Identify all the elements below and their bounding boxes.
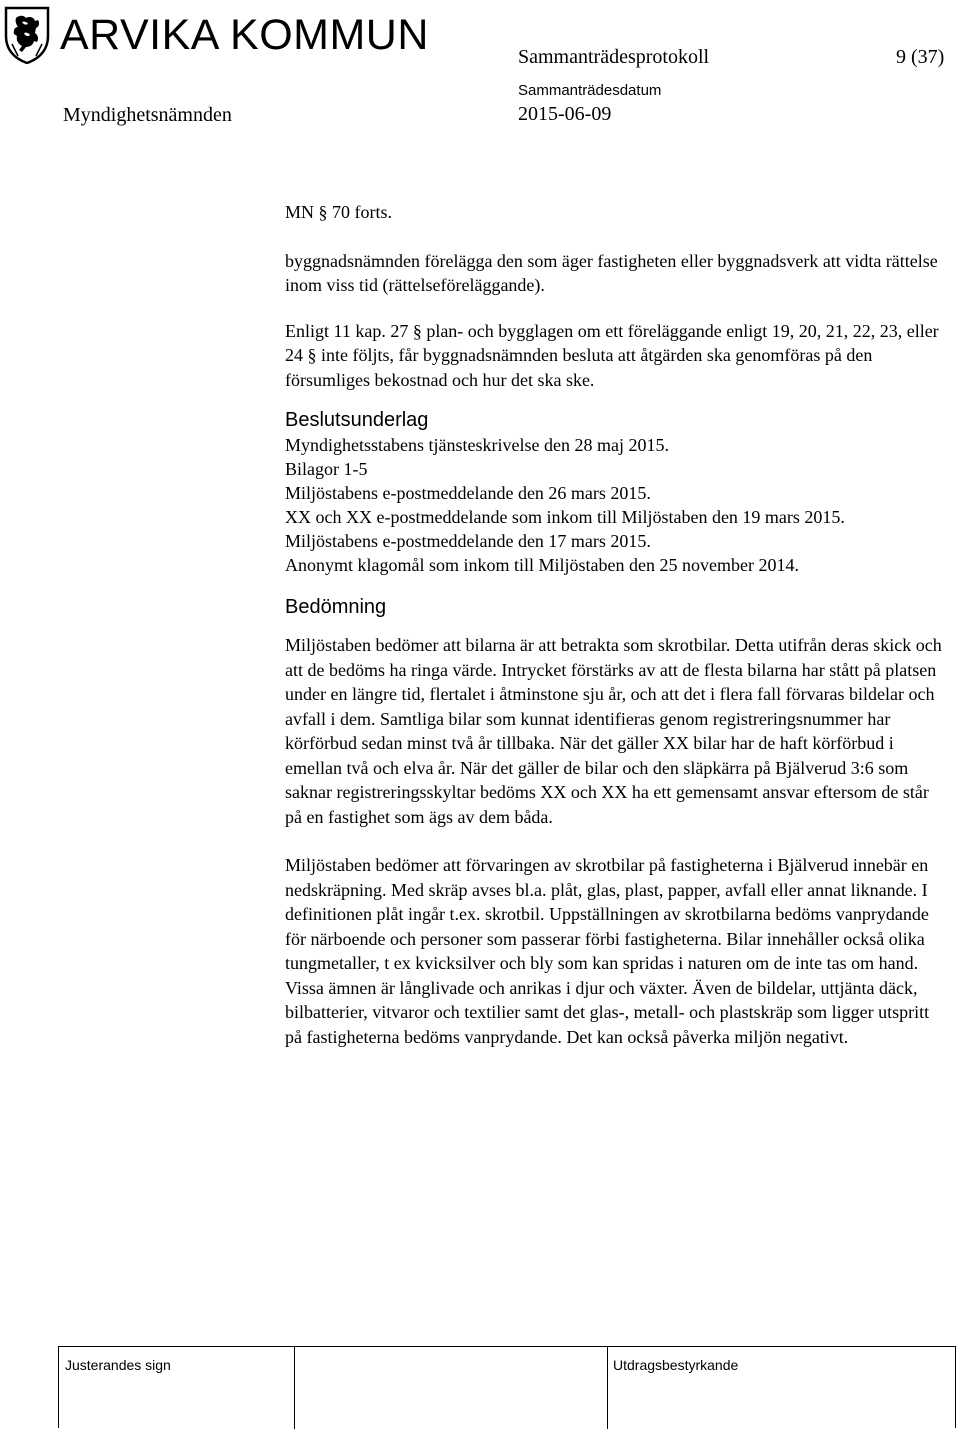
signature-label: Justerandes sign [65,1357,171,1373]
decision-basis-list [285,433,945,577]
assessment-paragraph-2: Miljöstaben bedömer att förvaringen av skrotbilar på fastigheterna i Bjälverud innebär en nedskräpning. Med skräp avses bl.a. plåt, glas, plast, papper, avfall eller annat liknande. I definitionen plåt ingår t.ex. skrotbil. Uppställningen av skrotbilarna bedöms vanprydande för närboende och personer som passerar förbi fastigheterna. Bilar innehåller också olika tungmetaller, t ex kvicksilver och bly som kan spridas i naturen om de inte tas om hand. Vissa ämnen är långlivade och anrikas i djur och växter. Även de bildelar, uttjänta däck, bilbatterier, vitvaror och textilier samt det glas-, metall- och plastskräp som ligger utspritt på fastigheterna bedöms vanprydande. Det kan också påverka miljön negativt. [285,855,930,1047]
intro-paragraph: byggnadsnämnden förelägga den som äger fastigheten eller byggnadsverk att vidta rättelse inom viss tid (rättelseföreläggande). [285,250,938,295]
meeting-date-label: Sammanträdesdatum [518,82,662,99]
signature-divider [294,1347,295,1429]
list-item: Anonymt klagomål som inkom till Miljöstaben den 25 november 2014. [285,555,799,575]
section-heading-bedomning: Bedömning [285,596,387,618]
signature-divider [607,1347,608,1429]
list-item: Myndighetsstabens tjänsteskrivelse den 28 maj 2015. [285,435,669,455]
brand-name: ARVIKA KOMMUN [60,11,429,59]
list-item: XX och XX e-postmeddelande som inkom till Miljöstaben den 19 mars 2015. [285,507,845,527]
page-number: 9 (37) [896,46,945,68]
organization-name: Myndighetsnämnden [63,104,232,126]
extract-certification-label: Utdragsbestyrkande [613,1357,739,1373]
list-item: Miljöstabens e-postmeddelande den 26 mars 2015. [285,483,651,503]
document-type: Sammanträdesprotokoll [518,46,710,68]
list-item: Bilagor 1-5 [285,459,368,479]
meeting-date-value: 2015-06-09 [518,103,612,125]
list-item: Miljöstabens e-postmeddelande den 17 mars 2015. [285,531,651,551]
signature-box [58,1346,956,1428]
legal-paragraph: Enligt 11 kap. 27 § plan- och bygglagen om ett föreläggande enligt 19, 20, 21, 22, 23, eller 24 § inte följts, får byggnadsnämnden besluta att åtgärden ska genomföras på den försumliges bekostnad och hur det ska ske. [285,320,939,390]
arvika-coat-of-arms-icon [4,6,50,64]
section-heading-beslutsunderlag: Beslutsunderlag [285,409,429,431]
document-body [285,200,945,1049]
case-reference: MN § 70 forts. [285,202,392,222]
assessment-paragraph-1: Miljöstaben bedömer att bilarna är att betrakta som skrotbilar. Detta utifrån deras skick och att de bedöms ha ringa värde. Intrycket förstärks av att de flesta bilarna har stått på platsen under en längre tid, flertalet i åtminstone sju år, och att det i flera fall förvaras bildelar och avfall i dem. Samtliga bilar som kunnat identifieras genom registreringsnummer har körförbud sedan minst två år tillbaka. När det gäller XX bilar har de haft körförbud i emellan två och elva år. När det gäller de bilar och den släpkärra på Bjälverud 3:6 som saknar registreringsskyltar bedöms XX och XX ha ett gemensamt ansvar eftersom de står på en fastighet som ägs av dem båda. [285,635,942,827]
